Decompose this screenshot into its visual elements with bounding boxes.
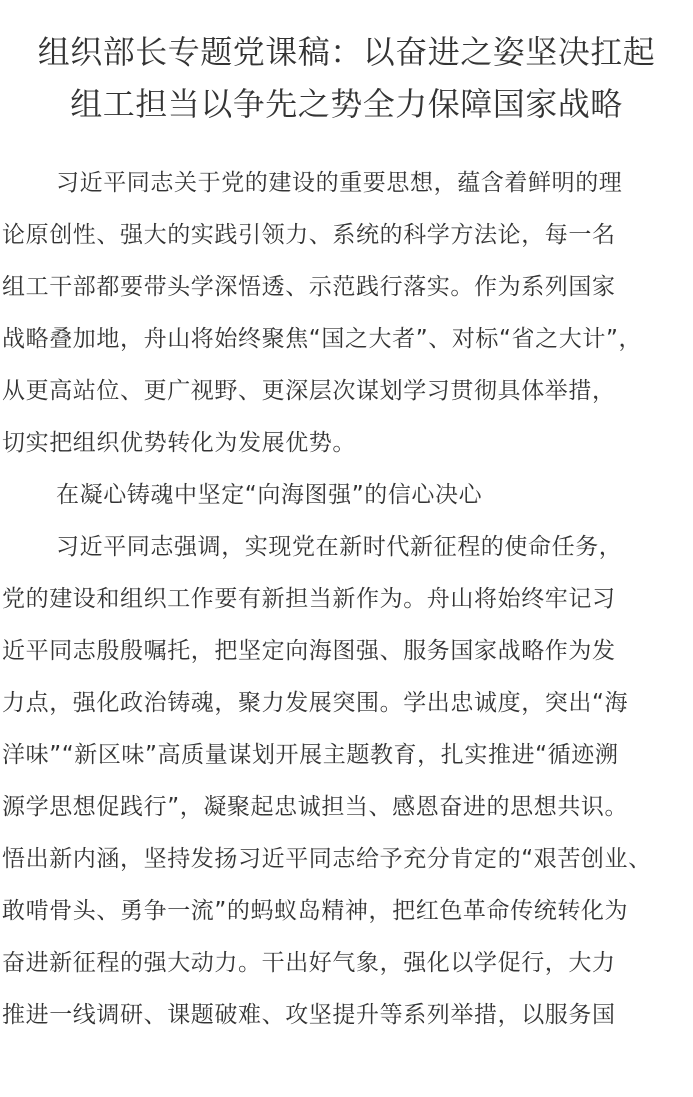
text-line: 论原创性、强大的实践引领力、系统的科学方法论，每一名 bbox=[2, 222, 616, 248]
text-line: 近平同志殷殷嘱托，把坚定向海图强、服务国家战略作为发 bbox=[2, 638, 616, 664]
text-line: 切实把组织优势转化为发展优势。 bbox=[2, 430, 356, 456]
text-line: 推进一线调研、课题破难、攻坚提升等系列举措，以服务国 bbox=[2, 1002, 616, 1028]
text-line: 敢啃骨头、勇争一流”的蚂蚁岛精神，把红色革命传统转化为 bbox=[2, 898, 629, 924]
text-line: 战略叠加地，舟山将始终聚焦“国之大者”、对标“省之大计”， bbox=[2, 326, 643, 352]
text-line: 奋进新征程的强大动力。干出好气象，强化以学促行，大力 bbox=[2, 950, 616, 976]
document-title bbox=[0, 26, 693, 130]
text-line: 习近平同志关于党的建设的重要思想，蕴含着鲜明的理 bbox=[56, 170, 623, 196]
text-line: 党的建设和组织工作要有新担当新作为。舟山将始终牢记习 bbox=[2, 586, 616, 612]
text-line: 习近平同志强调，实现党在新时代新征程的使命任务， bbox=[56, 534, 623, 560]
title-line-2: 组工担当以争先之势全力保障国家战略 bbox=[70, 85, 623, 123]
text-line: 源学思想促践行”，凝聚起忠诚担当、感恩奋进的思想共识。 bbox=[2, 794, 629, 820]
text-line: 从更高站位、更广视野、更深层次谋划学习贯彻具体举措， bbox=[2, 378, 616, 404]
text-line: 力点，强化政治铸魂，聚力发展突围。学出忠诚度，突出“海 bbox=[2, 690, 629, 716]
document-body bbox=[2, 157, 693, 1041]
text-line: 悟出新内涵，坚持发扬习近平同志给予充分肯定的“艰苦创业、 bbox=[2, 846, 652, 872]
section-heading: 在凝心铸魂中坚定“向海图强”的信心决心 bbox=[56, 482, 483, 508]
text-line: 组工干部都要带头学深悟透、示范践行落实。作为系列国家 bbox=[2, 274, 616, 300]
text-line: 洋味”“新区味”高质量谋划开展主题教育，扎实推进“循迹溯 bbox=[2, 742, 619, 768]
title-line-1: 组织部长专题党课稿：以奋进之姿坚决扛起 bbox=[37, 33, 656, 71]
